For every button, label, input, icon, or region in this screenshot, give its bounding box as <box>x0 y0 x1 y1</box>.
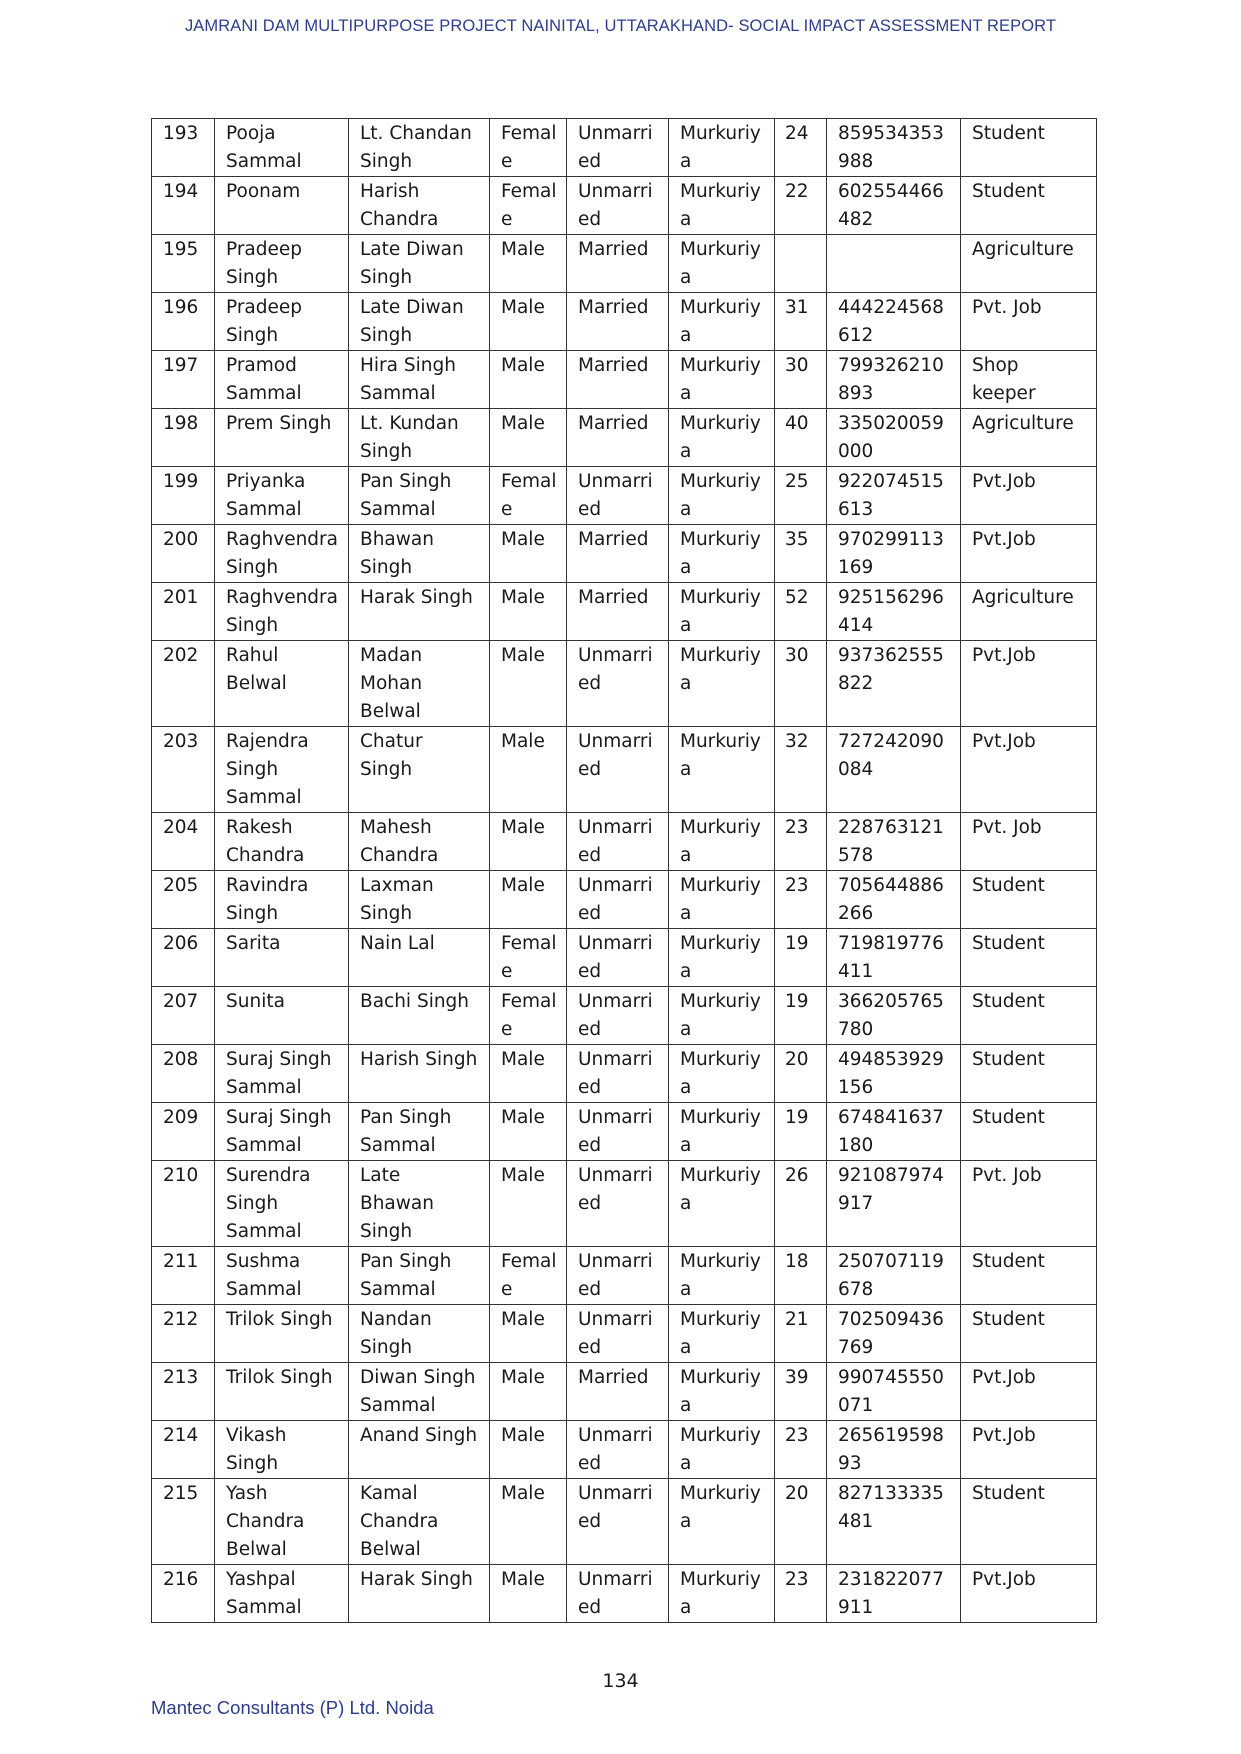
father-name-cell: Pan Singh Sammal <box>349 1103 490 1161</box>
phone-cell: 444224568612 <box>827 293 961 351</box>
marital-status-cell: Unmarried <box>567 1247 669 1305</box>
occupation-cell: Pvt.Job <box>961 1363 1097 1421</box>
village-cell: Murkuriya <box>669 1479 775 1565</box>
father-name-cell: Late Diwan Singh <box>349 293 490 351</box>
name-cell: Rajendra Singh Sammal <box>215 727 349 813</box>
gender-cell: Female <box>490 929 567 987</box>
table-row <box>152 1363 1097 1421</box>
occupation-cell: Student <box>961 177 1097 235</box>
occupation-cell: Pvt.Job <box>961 467 1097 525</box>
report-header: JAMRANI DAM MULTIPURPOSE PROJECT NAINITAL, UTTARAKHAND- SOCIAL IMPACT ASSESSMENT REPORT <box>184 17 1057 35</box>
name-cell: Pradeep Singh <box>215 235 349 293</box>
serial-number-cell: 211 <box>152 1247 215 1305</box>
village-cell: Murkuriya <box>669 583 775 641</box>
age-cell: 30 <box>775 351 827 409</box>
phone-cell: 937362555822 <box>827 641 961 727</box>
name-cell: Pramod Sammal <box>215 351 349 409</box>
gender-cell: Male <box>490 1305 567 1363</box>
marital-status-cell: Unmarried <box>567 1161 669 1247</box>
age-cell: 23 <box>775 871 827 929</box>
phone-cell: 250707119678 <box>827 1247 961 1305</box>
phone-cell: 990745550071 <box>827 1363 961 1421</box>
phone-cell: 922074515613 <box>827 467 961 525</box>
village-cell: Murkuriya <box>669 1565 775 1623</box>
name-cell: Rakesh Chandra <box>215 813 349 871</box>
gender-cell: Female <box>490 177 567 235</box>
village-cell: Murkuriya <box>669 641 775 727</box>
age-cell: 21 <box>775 1305 827 1363</box>
village-cell: Murkuriya <box>669 409 775 467</box>
phone-cell: 702509436769 <box>827 1305 961 1363</box>
father-name-cell: Harish Chandra <box>349 177 490 235</box>
occupation-cell: Pvt.Job <box>961 1565 1097 1623</box>
table-row <box>152 1103 1097 1161</box>
marital-status-cell: Unmarried <box>567 929 669 987</box>
phone-cell: 231822077911 <box>827 1565 961 1623</box>
village-cell: Murkuriya <box>669 293 775 351</box>
serial-number-cell: 208 <box>152 1045 215 1103</box>
phone-cell: 827133335481 <box>827 1479 961 1565</box>
father-name-cell: Diwan Singh Sammal <box>349 1363 490 1421</box>
page-number: 134 <box>602 1670 639 1692</box>
father-name-cell: Harak Singh <box>349 1565 490 1623</box>
village-cell: Murkuriya <box>669 1421 775 1479</box>
age-cell: 35 <box>775 525 827 583</box>
serial-number-cell: 197 <box>152 351 215 409</box>
village-cell: Murkuriya <box>669 525 775 583</box>
name-cell: Suraj Singh Sammal <box>215 1045 349 1103</box>
occupation-cell: Agriculture <box>961 235 1097 293</box>
occupation-cell: Pvt. Job <box>961 1161 1097 1247</box>
village-cell: Murkuriya <box>669 351 775 409</box>
name-cell: Sunita <box>215 987 349 1045</box>
occupation-cell: Student <box>961 1103 1097 1161</box>
serial-number-cell: 210 <box>152 1161 215 1247</box>
father-name-cell: Hira Singh Sammal <box>349 351 490 409</box>
father-name-cell: Pan Singh Sammal <box>349 467 490 525</box>
age-cell: 20 <box>775 1479 827 1565</box>
serial-number-cell: 207 <box>152 987 215 1045</box>
name-cell: Trilok Singh <box>215 1305 349 1363</box>
gender-cell: Male <box>490 293 567 351</box>
father-name-cell: Pan Singh Sammal <box>349 1247 490 1305</box>
age-cell: 52 <box>775 583 827 641</box>
table-row <box>152 467 1097 525</box>
village-cell: Murkuriya <box>669 871 775 929</box>
name-cell: Prem Singh <box>215 409 349 467</box>
name-cell: Poonam <box>215 177 349 235</box>
occupation-cell: Pvt.Job <box>961 1421 1097 1479</box>
marital-status-cell: Unmarried <box>567 467 669 525</box>
name-cell: Yashpal Sammal <box>215 1565 349 1623</box>
age-cell: 32 <box>775 727 827 813</box>
name-cell: Priyanka Sammal <box>215 467 349 525</box>
marital-status-cell: Unmarried <box>567 1565 669 1623</box>
name-cell: Suraj Singh Sammal <box>215 1103 349 1161</box>
gender-cell: Male <box>490 1363 567 1421</box>
father-name-cell: Madan Mohan Belwal <box>349 641 490 727</box>
phone-cell: 799326210893 <box>827 351 961 409</box>
father-name-cell: Anand Singh <box>349 1421 490 1479</box>
serial-number-cell: 206 <box>152 929 215 987</box>
phone-cell: 925156296414 <box>827 583 961 641</box>
age-cell: 19 <box>775 1103 827 1161</box>
occupation-cell: Student <box>961 1305 1097 1363</box>
father-name-cell: Chatur Singh <box>349 727 490 813</box>
marital-status-cell: Unmarried <box>567 1103 669 1161</box>
age-cell: 20 <box>775 1045 827 1103</box>
serial-number-cell: 200 <box>152 525 215 583</box>
village-cell: Murkuriya <box>669 235 775 293</box>
gender-cell: Male <box>490 727 567 813</box>
gender-cell: Male <box>490 583 567 641</box>
phone-cell: 674841637180 <box>827 1103 961 1161</box>
name-cell: Raghvendra Singh <box>215 525 349 583</box>
age-cell: 22 <box>775 177 827 235</box>
age-cell: 19 <box>775 987 827 1045</box>
serial-number-cell: 193 <box>152 119 215 177</box>
table-row <box>152 293 1097 351</box>
serial-number-cell: 204 <box>152 813 215 871</box>
phone-cell: 494853929156 <box>827 1045 961 1103</box>
name-cell: Pradeep Singh <box>215 293 349 351</box>
gender-cell: Male <box>490 1161 567 1247</box>
age-cell: 23 <box>775 1565 827 1623</box>
marital-status-cell: Married <box>567 351 669 409</box>
phone-cell: 859534353988 <box>827 119 961 177</box>
marital-status-cell: Married <box>567 409 669 467</box>
serial-number-cell: 202 <box>152 641 215 727</box>
serial-number-cell: 203 <box>152 727 215 813</box>
marital-status-cell: Unmarried <box>567 813 669 871</box>
table-row <box>152 813 1097 871</box>
table-row <box>152 641 1097 727</box>
village-cell: Murkuriya <box>669 1161 775 1247</box>
table-row <box>152 1161 1097 1247</box>
phone-cell: 228763121578 <box>827 813 961 871</box>
occupation-cell: Pvt. Job <box>961 293 1097 351</box>
name-cell: Raghvendra Singh <box>215 583 349 641</box>
age-cell: 26 <box>775 1161 827 1247</box>
marital-status-cell: Married <box>567 583 669 641</box>
phone-cell: 727242090084 <box>827 727 961 813</box>
phone-cell: 602554466482 <box>827 177 961 235</box>
age-cell: 23 <box>775 1421 827 1479</box>
name-cell: Pooja Sammal <box>215 119 349 177</box>
age-cell: 25 <box>775 467 827 525</box>
marital-status-cell: Unmarried <box>567 727 669 813</box>
marital-status-cell: Unmarried <box>567 641 669 727</box>
name-cell: Sushma Sammal <box>215 1247 349 1305</box>
village-cell: Murkuriya <box>669 467 775 525</box>
table-row <box>152 1479 1097 1565</box>
marital-status-cell: Unmarried <box>567 1305 669 1363</box>
occupation-cell: Shop keeper <box>961 351 1097 409</box>
table-row <box>152 119 1097 177</box>
table-body <box>152 119 1097 1623</box>
serial-number-cell: 212 <box>152 1305 215 1363</box>
occupation-cell: Pvt.Job <box>961 525 1097 583</box>
father-name-cell: Harish Singh <box>349 1045 490 1103</box>
gender-cell: Male <box>490 1045 567 1103</box>
table-row <box>152 1045 1097 1103</box>
phone-cell: 970299113169 <box>827 525 961 583</box>
occupation-cell: Student <box>961 119 1097 177</box>
serial-number-cell: 213 <box>152 1363 215 1421</box>
name-cell: Rahul Belwal <box>215 641 349 727</box>
gender-cell: Male <box>490 871 567 929</box>
village-cell: Murkuriya <box>669 987 775 1045</box>
village-cell: Murkuriya <box>669 813 775 871</box>
serial-number-cell: 194 <box>152 177 215 235</box>
table-row <box>152 351 1097 409</box>
occupation-cell: Student <box>961 1247 1097 1305</box>
gender-cell: Female <box>490 1247 567 1305</box>
village-cell: Murkuriya <box>669 1045 775 1103</box>
father-name-cell: Nandan Singh <box>349 1305 490 1363</box>
phone-cell: 705644886266 <box>827 871 961 929</box>
table-row <box>152 235 1097 293</box>
serial-number-cell: 198 <box>152 409 215 467</box>
name-cell: Ravindra Singh <box>215 871 349 929</box>
table-row <box>152 409 1097 467</box>
table-row <box>152 871 1097 929</box>
father-name-cell: Lt. Kundan Singh <box>349 409 490 467</box>
occupation-cell: Student <box>961 987 1097 1045</box>
serial-number-cell: 214 <box>152 1421 215 1479</box>
serial-number-cell: 216 <box>152 1565 215 1623</box>
gender-cell: Male <box>490 1479 567 1565</box>
table-row <box>152 987 1097 1045</box>
table-row <box>152 929 1097 987</box>
age-cell: 18 <box>775 1247 827 1305</box>
table-row <box>152 1247 1097 1305</box>
gender-cell: Male <box>490 525 567 583</box>
village-cell: Murkuriya <box>669 1363 775 1421</box>
serial-number-cell: 209 <box>152 1103 215 1161</box>
father-name-cell: Late Diwan Singh <box>349 235 490 293</box>
village-cell: Murkuriya <box>669 1305 775 1363</box>
age-cell: 23 <box>775 813 827 871</box>
village-cell: Murkuriya <box>669 177 775 235</box>
occupation-cell: Pvt.Job <box>961 641 1097 727</box>
marital-status-cell: Unmarried <box>567 1479 669 1565</box>
marital-status-cell: Unmarried <box>567 987 669 1045</box>
age-cell: 31 <box>775 293 827 351</box>
age-cell: 30 <box>775 641 827 727</box>
marital-status-cell: Unmarried <box>567 177 669 235</box>
occupation-cell: Student <box>961 1045 1097 1103</box>
phone-cell: 26561959893 <box>827 1421 961 1479</box>
table-row <box>152 1305 1097 1363</box>
table-row <box>152 177 1097 235</box>
serial-number-cell: 195 <box>152 235 215 293</box>
age-cell: 19 <box>775 929 827 987</box>
gender-cell: Male <box>490 1103 567 1161</box>
occupation-cell: Agriculture <box>961 583 1097 641</box>
table-row <box>152 583 1097 641</box>
occupation-cell: Agriculture <box>961 409 1097 467</box>
phone-cell: 366205765780 <box>827 987 961 1045</box>
gender-cell: Female <box>490 467 567 525</box>
village-cell: Murkuriya <box>669 1247 775 1305</box>
table-row <box>152 1421 1097 1479</box>
village-cell: Murkuriya <box>669 727 775 813</box>
father-name-cell: Kamal Chandra Belwal <box>349 1479 490 1565</box>
marital-status-cell: Unmarried <box>567 119 669 177</box>
marital-status-cell: Married <box>567 525 669 583</box>
name-cell: Yash Chandra Belwal <box>215 1479 349 1565</box>
occupation-cell: Pvt.Job <box>961 727 1097 813</box>
gender-cell: Male <box>490 1565 567 1623</box>
gender-cell: Male <box>490 1421 567 1479</box>
phone-cell: 921087974917 <box>827 1161 961 1247</box>
occupation-cell: Student <box>961 929 1097 987</box>
marital-status-cell: Married <box>567 1363 669 1421</box>
serial-number-cell: 196 <box>152 293 215 351</box>
marital-status-cell: Unmarried <box>567 1421 669 1479</box>
gender-cell: Male <box>490 409 567 467</box>
father-name-cell: Nain Lal <box>349 929 490 987</box>
gender-cell: Male <box>490 235 567 293</box>
father-name-cell: Lt. Chandan Singh <box>349 119 490 177</box>
name-cell: Vikash Singh <box>215 1421 349 1479</box>
father-name-cell: Harak Singh <box>349 583 490 641</box>
village-cell: Murkuriya <box>669 929 775 987</box>
marital-status-cell: Unmarried <box>567 1045 669 1103</box>
age-cell: 39 <box>775 1363 827 1421</box>
gender-cell: Male <box>490 351 567 409</box>
serial-number-cell: 215 <box>152 1479 215 1565</box>
gender-cell: Male <box>490 813 567 871</box>
table-row <box>152 525 1097 583</box>
father-name-cell: Laxman Singh <box>349 871 490 929</box>
marital-status-cell: Married <box>567 293 669 351</box>
serial-number-cell: 205 <box>152 871 215 929</box>
name-cell: Sarita <box>215 929 349 987</box>
phone-cell: 335020059000 <box>827 409 961 467</box>
father-name-cell: Late Bhawan Singh <box>349 1161 490 1247</box>
age-cell: 24 <box>775 119 827 177</box>
age-cell: 40 <box>775 409 827 467</box>
village-cell: Murkuriya <box>669 1103 775 1161</box>
age-cell <box>775 235 827 293</box>
father-name-cell: Bachi Singh <box>349 987 490 1045</box>
village-cell: Murkuriya <box>669 119 775 177</box>
gender-cell: Female <box>490 987 567 1045</box>
serial-number-cell: 201 <box>152 583 215 641</box>
beneficiary-table <box>151 118 1097 1623</box>
gender-cell: Male <box>490 641 567 727</box>
footer-company: Mantec Consultants (P) Ltd. Noida <box>151 1697 434 1718</box>
table-row <box>152 727 1097 813</box>
marital-status-cell: Unmarried <box>567 871 669 929</box>
occupation-cell: Student <box>961 1479 1097 1565</box>
father-name-cell: Mahesh Chandra <box>349 813 490 871</box>
name-cell: Trilok Singh <box>215 1363 349 1421</box>
name-cell: Surendra Singh Sammal <box>215 1161 349 1247</box>
phone-cell <box>827 235 961 293</box>
gender-cell: Female <box>490 119 567 177</box>
occupation-cell: Student <box>961 871 1097 929</box>
marital-status-cell: Married <box>567 235 669 293</box>
phone-cell: 719819776411 <box>827 929 961 987</box>
table-row <box>152 1565 1097 1623</box>
occupation-cell: Pvt. Job <box>961 813 1097 871</box>
serial-number-cell: 199 <box>152 467 215 525</box>
father-name-cell: Bhawan Singh <box>349 525 490 583</box>
